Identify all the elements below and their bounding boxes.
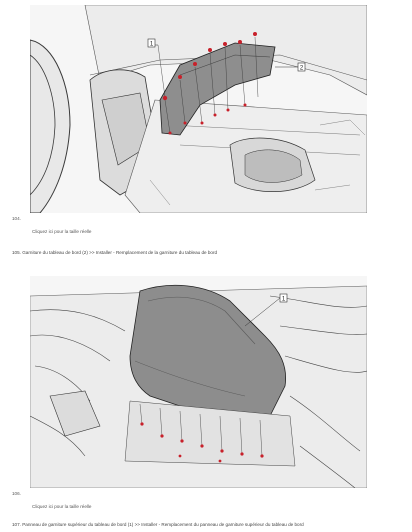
step-instruction-107 bbox=[12, 522, 304, 527]
step-text-107: Panneau de garniture supérieur du tableau de bord (1) >> Installer - Remplacement du panneau de garniture supérieur du tableau de bord bbox=[22, 522, 304, 527]
step-number-107: 107. bbox=[12, 522, 21, 527]
full-size-link-106[interactable]: Cliquez ici pour la taille réelle bbox=[32, 504, 92, 509]
dashboard-garnish-illustration bbox=[30, 5, 367, 213]
step-instruction-105 bbox=[12, 250, 217, 255]
svg-text:1: 1 bbox=[281, 296, 286, 303]
step-number-105: 105. bbox=[12, 250, 21, 255]
full-size-link-104[interactable]: Cliquez ici pour la taille réelle bbox=[32, 229, 92, 234]
svg-text:2: 2 bbox=[299, 65, 304, 72]
procedure-figure-106 bbox=[30, 276, 367, 488]
step-number-104: 104. bbox=[12, 216, 21, 221]
step-text-105: Garniture du tableau de bord (2) >> Installer - Remplacement de la garniture du tableau de bord bbox=[22, 250, 218, 255]
procedure-figure-104 bbox=[30, 5, 367, 213]
svg-text:1: 1 bbox=[149, 41, 154, 48]
upper-dash-panel-illustration bbox=[30, 276, 367, 488]
step-number-106: 106. bbox=[12, 491, 21, 496]
